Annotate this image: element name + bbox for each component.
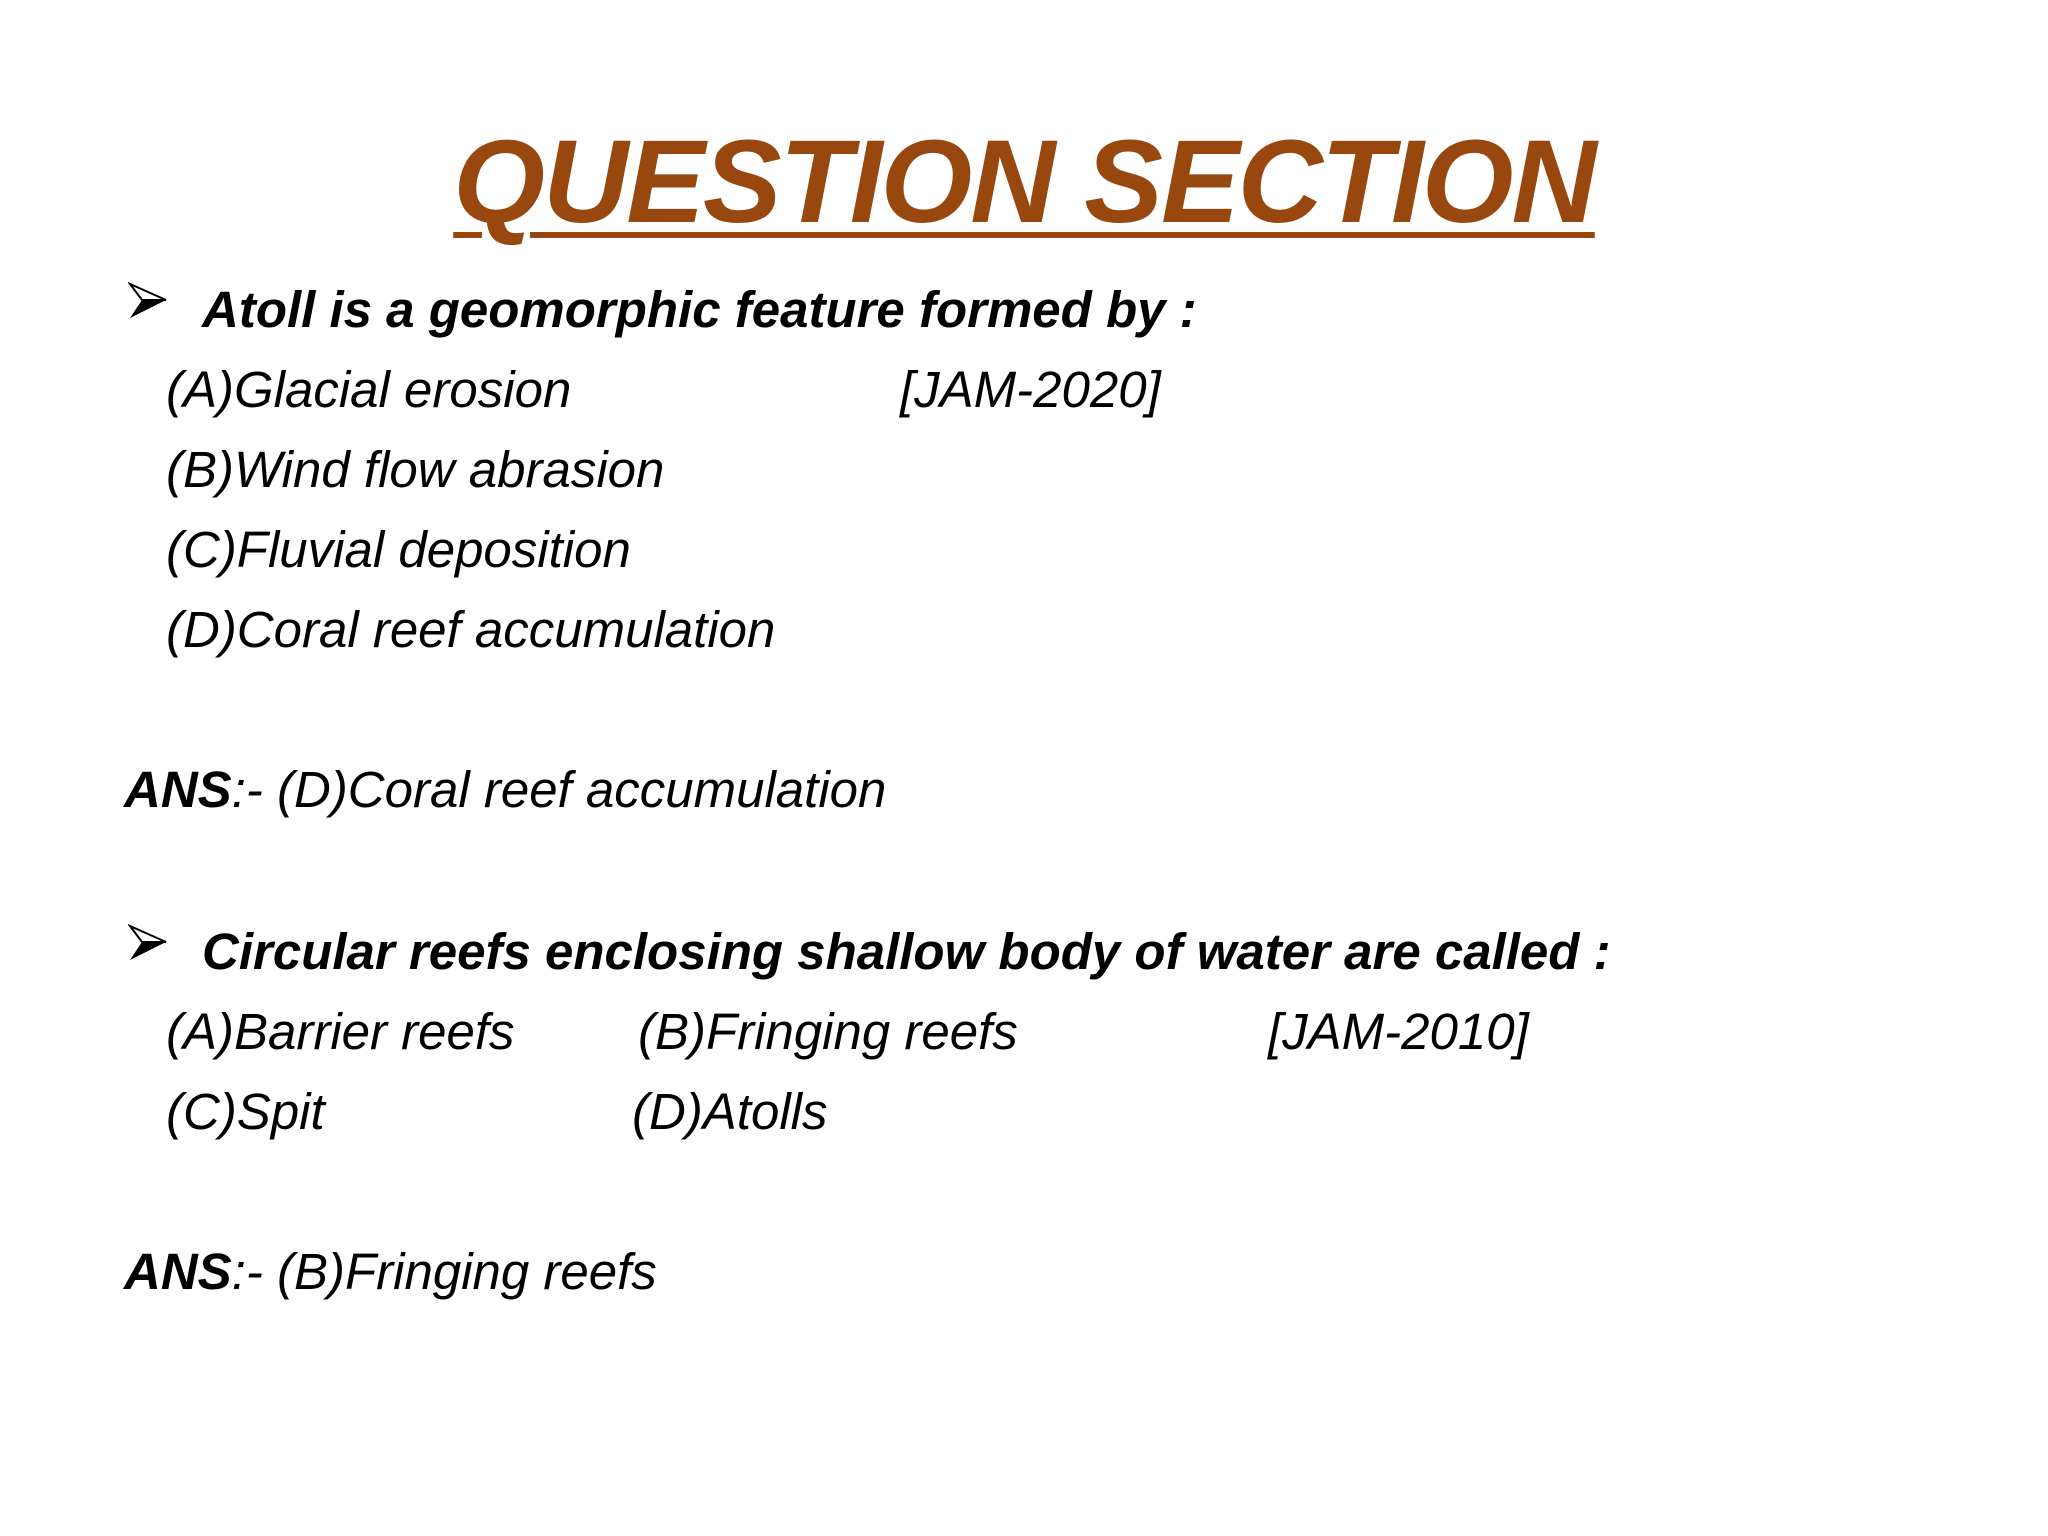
question-1-text: Atoll is a geomorphic feature formed by : [202, 281, 1197, 338]
answer-label: ANS [124, 761, 232, 818]
page-title [0, 112, 2048, 252]
question-2-option-a: (A)Barrier reefs [166, 1003, 515, 1060]
question-1-answer [124, 758, 886, 822]
answer-text: :- (D)Coral reef accumulation [231, 761, 887, 818]
question-1-tag: [JAM-2020] [900, 361, 1161, 418]
question-2-option-d: (D)Atolls [632, 1083, 828, 1140]
question-1-option-c: (C)Fluvial deposition [166, 521, 631, 578]
question-2-text: Circular reefs enclosing shallow body of water are called : [202, 923, 1611, 980]
question-1-option-d: (D)Coral reef accumulation [166, 601, 776, 658]
question-1-option-b: (B)Wind flow abrasion [166, 441, 665, 498]
question-2-option-b: (B)Fringing reefs [638, 1003, 1018, 1060]
arrow-bullet-icon [128, 922, 168, 966]
question-2-tag: [JAM-2010] [1268, 1003, 1529, 1060]
question-1-option-a: (A)Glacial erosion [166, 361, 572, 418]
arrow-bullet-icon [128, 280, 168, 324]
question-2-option-c: (C)Spit [166, 1083, 325, 1140]
answer-label: ANS [124, 1243, 232, 1300]
question-2-answer [124, 1240, 657, 1304]
title-text: QUESTION SECTION [453, 116, 1595, 248]
answer-text: :- (B)Fringing reefs [231, 1243, 657, 1300]
